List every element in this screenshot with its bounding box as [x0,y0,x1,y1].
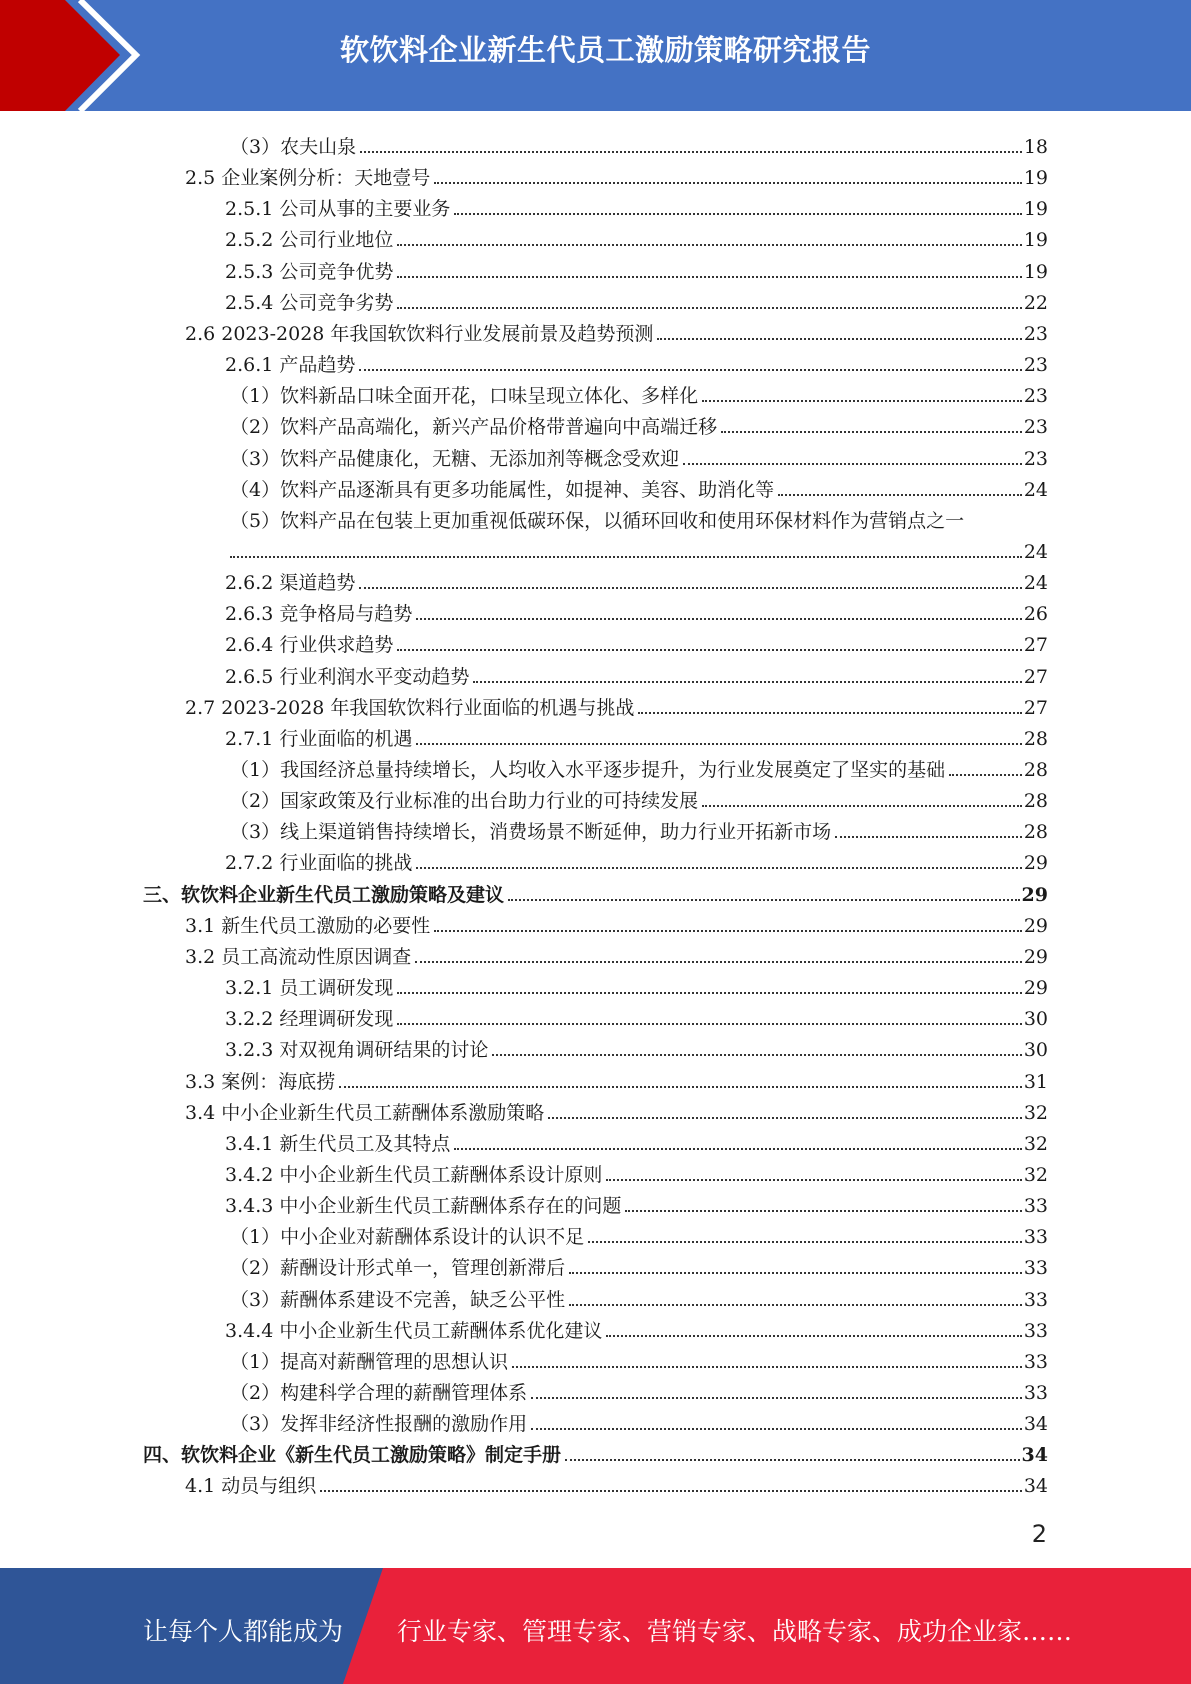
page-footer [0,1568,1191,1684]
toc-entry-page: 23 [1023,416,1048,439]
toc-entry-label: 2.5.1 公司从事的主要业务 [225,198,451,221]
toc-entry-label: （3）薪酬体系建设不完善，缺乏公平性 [230,1288,566,1311]
toc-entry[interactable] [230,377,1048,408]
toc-entry-label: （1）饮料新品口味全面开花，口味呈现立体化、多样化 [230,385,699,408]
footer-slogan-left: 让每个人都能成为 [143,1617,344,1646]
toc-dot-leader [416,617,1021,620]
toc-entry[interactable] [225,284,1048,315]
toc-entry-page: 23 [1023,322,1048,345]
toc-entry-label: 三、软饮料企业新生代员工激励策略及建议 [143,883,505,906]
toc-entry-page: 27 [1023,665,1048,688]
toc-dot-leader [320,1489,1022,1492]
toc-entry[interactable] [185,1094,1048,1125]
toc-entry-page: 26 [1023,603,1048,626]
toc-entry-page: 32 [1023,1101,1048,1124]
toc-entry[interactable] [225,1156,1048,1187]
toc-entry[interactable] [225,1125,1048,1156]
toc-entry[interactable] [230,1374,1048,1405]
toc-entry-page: 29 [1023,977,1048,1000]
toc-entry-label: （2）构建科学合理的薪酬管理体系 [230,1382,528,1404]
toc-dot-leader [548,1116,1022,1119]
toc-entry-label: 2.7.1 行业面临的机遇 [225,727,413,750]
toc-entry[interactable] [225,1000,1048,1031]
toc-entry-page: 32 [1023,1132,1048,1155]
report-title: 软饮料企业新生代员工激励策略研究报告 [339,33,871,67]
toc-entry[interactable] [185,689,1048,720]
toc-entry-label: 3.4.2 中小企业新生代员工薪酬体系设计原则 [225,1163,603,1186]
toc-entry-page: 22 [1023,291,1048,314]
toc-entry[interactable] [230,471,1048,502]
toc-entry[interactable] [225,1312,1048,1343]
toc-entry-page: 33 [1023,1319,1048,1342]
toc-dot-leader [434,929,1022,932]
toc-entry-label: （2）薪酬设计形式单一，管理创新滞后 [230,1257,566,1280]
toc-entry-label: 2.6.4 行业供求趋势 [225,634,394,657]
toc-entry-label: （3）农夫山泉 [230,136,357,158]
toc-entry-label: （3）线上渠道销售持续增长，消费场景不断延伸，助力行业开拓新市场 [230,821,832,844]
toc-dot-leader [454,1147,1021,1150]
toc-entry-label: 2.7 2023-2028 年我国软饮料行业面临的机遇与挑战 [185,696,635,719]
toc-dot-leader [397,243,1021,246]
toc-dot-leader [702,804,1022,807]
toc-entry-label: 2.6.1 产品趋势 [225,354,356,377]
toc-dot-leader [588,1240,1022,1243]
toc-entry-page: 33 [1023,1288,1048,1311]
toc-entry-page: 29 [1023,945,1048,968]
toc-entry-page: 28 [1023,821,1048,844]
toc-entry[interactable] [225,253,1048,284]
toc-entry-label: 3.4.3 中小企业新生代员工薪酬体系存在的问题 [225,1195,622,1218]
toc-entry-label: 2.6.2 渠道趋势 [225,572,356,595]
toc-entry-label: 3.2.3 对双视角调研结果的讨论 [225,1039,489,1062]
toc-dot-leader [512,1365,1022,1368]
toc-dot-leader [397,275,1021,278]
toc-entry-page: 33 [1023,1257,1048,1280]
toc-dot-leader [657,337,1021,340]
toc-dot-leader [359,368,1021,371]
toc-entry[interactable] [185,159,1048,190]
toc-dot-leader [949,773,1022,776]
toc-dot-leader [531,1427,1022,1430]
page-header [0,0,1191,111]
toc-dot-leader [339,1085,1022,1088]
toc-entry[interactable] [230,502,1048,533]
toc-entry-page: 31 [1023,1070,1048,1093]
toc-dot-leader [415,960,1022,963]
toc-entry-label: 3.2.1 员工调研发现 [225,977,394,1000]
toc-entry[interactable] [225,190,1048,221]
toc-dot-leader [625,1209,1021,1212]
toc-dot-leader [835,835,1022,838]
toc-entry[interactable] [225,595,1048,626]
toc-entry[interactable] [225,1187,1048,1218]
toc-entry-page: 27 [1023,696,1048,719]
toc-entry[interactable] [185,1063,1048,1094]
toc-entry-label: （2）饮料产品高端化，新兴产品价格带普遍向中高端迁移 [230,416,718,439]
toc-entry-label: 4.1 动员与组织 [185,1475,317,1498]
toc-entry[interactable] [225,564,1048,595]
toc-entry[interactable] [225,658,1048,689]
toc-entry[interactable] [225,221,1048,252]
toc-dot-leader [531,1396,1022,1399]
toc-entry[interactable] [230,1218,1048,1249]
toc-entry-label: （2）国家政策及行业标准的出台助力行业的可持续发展 [230,790,699,813]
page-number: 2 [1031,1520,1047,1548]
toc-entry-page: 33 [1023,1195,1048,1218]
toc-entry-page: 19 [1023,260,1048,283]
toc-entry[interactable] [185,938,1048,969]
toc-entry-page: 24 [1023,478,1048,501]
toc-entry-page: 28 [1023,790,1048,813]
toc-dot-leader [397,1022,1021,1025]
toc-dot-leader [397,648,1021,651]
toc-entry[interactable] [225,969,1048,1000]
toc-entry-label: 3.2.2 经理调研发现 [225,1008,394,1031]
toc-dot-leader [397,306,1021,309]
toc-entry[interactable] [225,346,1048,377]
toc-entry[interactable] [143,1436,1048,1467]
toc-dot-leader [702,399,1022,402]
toc-entry-label: 3.4.4 中小企业新生代员工薪酬体系优化建议 [225,1319,603,1342]
toc-entry-label: 2.5.2 公司行业地位 [225,229,394,252]
toc-entry-page: 32 [1023,1163,1048,1186]
toc-entry[interactable] [185,907,1048,938]
toc-entry-page: 28 [1023,759,1048,781]
toc-entry-page: 33 [1023,1382,1048,1404]
toc-entry[interactable] [230,128,1048,159]
toc-entry-page: 30 [1023,1039,1048,1062]
toc-entry[interactable] [185,1467,1048,1498]
toc-entry-label: 2.6.5 行业利润水平变动趋势 [225,665,470,688]
toc-dot-leader [569,1303,1022,1306]
toc-entry-page: 23 [1023,447,1048,470]
toc-entry-label: （3）发挥非经济性报酬的激励作用 [230,1413,528,1436]
toc-entry-label: （5）饮料产品在包装上更加重视低碳环保，以循环回收和使用环保材料作为营销点之一 [230,509,965,532]
toc-entry-page: 24 [1023,540,1048,563]
toc-dot-leader [359,586,1021,589]
toc-dot-leader [638,711,1021,714]
toc-dot-leader [416,866,1021,869]
toc-dot-leader [492,1053,1021,1056]
footer-slogan-right: 行业专家、管理专家、营销专家、战略专家、成功企业家…… [397,1617,1073,1646]
toc-entry-label: （1）我国经济总量持续增长，人均收入水平逐步提升，为行业发展奠定了坚实的基础 [230,759,946,781]
toc-entry-label: 2.6 2023-2028 年我国软饮料行业发展前景及趋势预测 [185,322,654,345]
toc-entry-page: 23 [1023,354,1048,377]
toc-entry-label: 3.4 中小企业新生代员工薪酬体系激励策略 [185,1101,545,1124]
toc-entry[interactable] [230,813,1048,844]
toc-entry[interactable] [225,844,1048,875]
toc-entry[interactable] [185,315,1048,346]
toc-entry-label: 3.3 案例：海底捞 [185,1070,336,1093]
toc-entry-label: 2.5.4 公司竞争劣势 [225,291,394,314]
toc-entry[interactable] [230,440,1048,471]
toc-dot-leader [569,1271,1022,1274]
toc-entry-label: 四、软饮料企业《新生代员工激励策略》制定手册 [143,1444,562,1467]
toc-entry[interactable] [230,408,1048,439]
toc-entry[interactable] [225,626,1048,657]
toc-entry-label: 2.5 企业案例分析：天地壹号 [185,167,431,190]
toc-entry-label: （3）饮料产品健康化，无糖、无添加剂等概念受欢迎 [230,447,680,470]
toc-dot-leader [434,181,1022,184]
toc-dot-leader [360,150,1022,153]
toc-entry-page: 34 [1023,1475,1048,1498]
toc-entry-label: 2.6.3 竞争格局与趋势 [225,603,413,626]
toc-entry-page: 24 [1023,572,1048,595]
toc-entry[interactable] [225,720,1048,751]
toc-entry-label: 3.2 员工高流动性原因调查 [185,945,412,968]
toc-entry[interactable] [225,1031,1048,1062]
toc-entry-label: 3.4.1 新生代员工及其特点 [225,1132,451,1155]
toc-entry[interactable] [230,1249,1048,1280]
toc-entry[interactable] [230,782,1048,813]
toc-entry[interactable] [230,1281,1048,1312]
toc-entry-page: 34 [1023,1413,1048,1436]
toc-dot-leader [683,462,1022,465]
toc-entry[interactable] [143,876,1048,907]
toc-dot-leader [508,898,1020,901]
toc-entry-page: 29 [1023,914,1048,937]
toc-entry-page: 29 [1021,883,1048,906]
toc-dot-leader [416,742,1021,745]
toc-entry-page: 33 [1023,1350,1048,1373]
toc-entry[interactable] [230,1405,1048,1436]
toc-entry-label: 2.5.3 公司竞争优势 [225,260,394,283]
toc-entry-page: 34 [1021,1444,1048,1467]
toc-entry-label: 2.7.2 行业面临的挑战 [225,852,413,875]
toc-dot-leader [778,493,1022,496]
toc-entry-label: 3.1 新生代员工激励的必要性 [185,914,431,937]
toc-entry-page: 27 [1023,634,1048,657]
toc-entry-label: （1）中小企业对薪酬体系设计的认识不足 [230,1226,585,1249]
toc-entry-page: 29 [1023,852,1048,875]
toc-entry-label: （4）饮料产品逐渐具有更多功能属性，如提神、美容、助消化等 [230,478,775,501]
toc-entry-page: 30 [1023,1008,1048,1031]
toc-entry[interactable] [230,751,1048,782]
toc-entry-page: 19 [1023,167,1048,190]
toc-entry-page: 19 [1023,229,1048,252]
toc-entry-page: 33 [1023,1226,1048,1249]
toc-entry[interactable] [230,1343,1048,1374]
toc-entry-page: 18 [1023,136,1048,158]
toc-dot-leader [606,1178,1021,1181]
toc-dot-leader [721,430,1022,433]
toc-entry-page: 23 [1023,385,1048,408]
toc-dot-leader [565,1458,1020,1461]
toc-entry[interactable] [230,533,1048,564]
toc-dot-leader [454,212,1021,215]
toc-entry-page: 19 [1023,198,1048,221]
toc-dot-leader [230,555,1022,558]
toc-entry-label: （1）提高对薪酬管理的思想认识 [230,1350,509,1373]
toc-dot-leader [473,680,1021,683]
toc-dot-leader [606,1334,1021,1337]
toc-entry-page: 28 [1023,727,1048,750]
toc-dot-leader [397,991,1021,994]
